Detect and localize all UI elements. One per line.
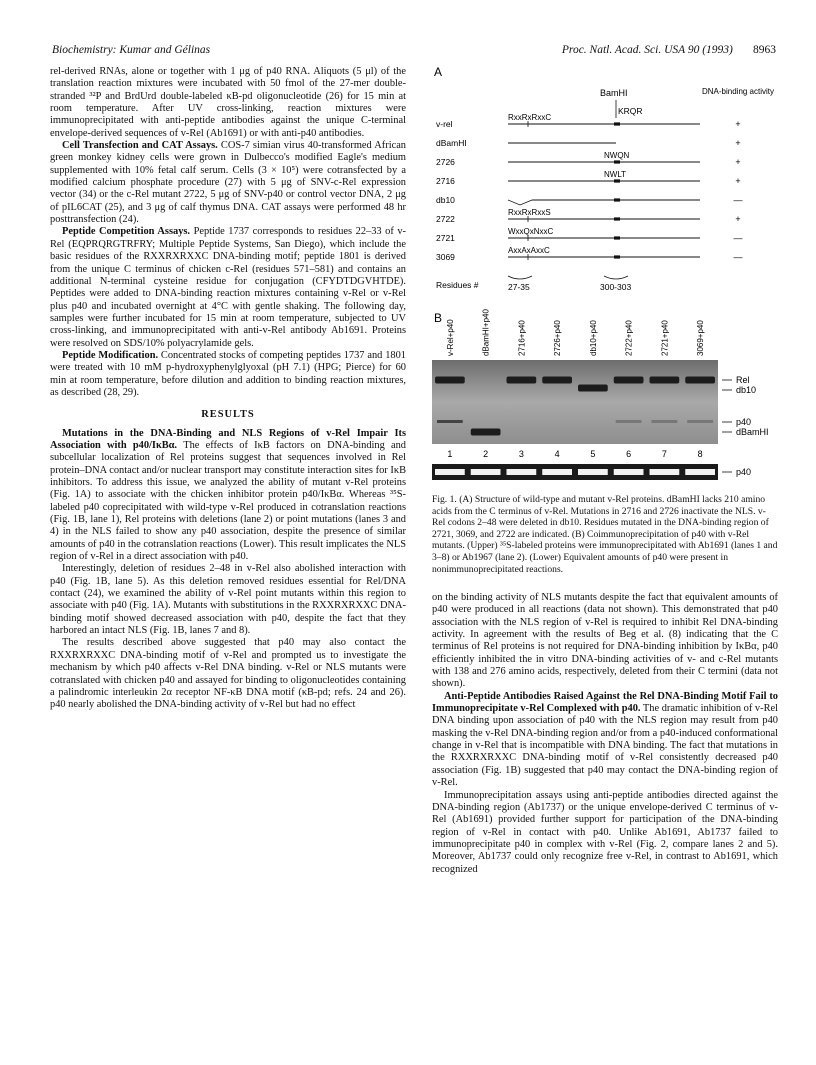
lane-label-group	[446, 309, 705, 356]
paragraph-peptide-competition	[50, 226, 406, 349]
construct-name-v-rel: v-rel	[436, 119, 453, 129]
text-anti-peptide: The dramatic inhibition of v-Rel DNA binding upon association of p40 with the NLS region may result from p40 masking the v-Rel DNA-binding region and/or from a p40-induced conformational change in v-Rel that is incompatible with DNA binding. The fact that mutations in the RXXRXRXXC DNA-binding motif of v-Rel consistently decreased p40 association (Fig. 1B) suggested that p40 may contact the DNA-binding region of v-Rel.	[432, 703, 779, 789]
lower-p40-band	[471, 469, 501, 475]
construct-nls-mutation: NWQN	[604, 151, 630, 160]
construct-name-2721: 2721	[436, 233, 455, 243]
lower-p40-band	[614, 469, 644, 475]
activity-header-line: DNA-binding activity	[702, 86, 775, 96]
lower-p40-band	[542, 469, 572, 475]
gel-band-rel	[685, 377, 715, 384]
heading-mutations: Mutations in the DNA-Binding and NLS Regions of v-Rel Impair Its Association with p40/IκBα.	[50, 427, 406, 451]
dna-bracket	[508, 276, 532, 279]
lower-p40-band	[685, 469, 715, 475]
gel-band-p40	[437, 420, 463, 423]
heading-peptide-competition: Peptide Competition Assays.	[62, 226, 191, 238]
deletion-mark	[508, 200, 532, 205]
paragraph-methods-continued: rel-derived RNAs, alone or together with 1 μg of p40 RNA. Aliquots (5 μl) of the translation reaction mixtures were incubated with 50 fmol of the 27-mer double-stranded ³²P and BrdUrd double-labeled κB-pd oligonucleotide (26) for 15 min at room temperature. After UV cross-linking, reaction mixtures were immunoprecipitated with anti-peptide antibodies against the unique C-terminal envelope-derived sequences of v-Rel (Ab1691) or with anti-p40 antibodies.	[50, 66, 406, 139]
lower-p40-band	[650, 469, 680, 475]
left-column	[50, 66, 406, 712]
dna-residues-label: 27-35	[508, 282, 530, 292]
nls-bracket	[604, 276, 628, 279]
text-cell-transfection: COS-7 simian virus 40-transformed African green monkey kidney cells were grown in Dulbecco's modified Eagle's medium supplemented with 10% fetal calf serum. Cells (3 × 10⁵) were cotransfected by a modified calcium phosphate procedure (27) with 5 μg of SNV-c-Rel expression vector (34) or the c-Rel mutant 2722, 5 μg of SNV-p40 or control vector DNA, 2 μg of pIL6CAT (25), and 3 μg of calf thymus DNA. CAT assays were performed 48 hr posttransfection (24).	[50, 140, 406, 226]
band-label-rel: Rel	[736, 375, 750, 385]
band-label-p40: p40	[736, 417, 752, 427]
gel-band-rel	[578, 385, 608, 392]
journal-citation: Proc. Natl. Acad. Sci. USA 90 (1993)	[561, 44, 733, 56]
paragraph-cell-transfection	[50, 140, 406, 226]
lane-label: db10+p40	[588, 320, 598, 356]
gel-band-rel	[650, 377, 680, 384]
figure-1-graphic	[432, 64, 778, 402]
kqr-label: KRQR	[618, 106, 643, 116]
lane-number: 5	[590, 449, 596, 459]
gel-band-p40	[652, 420, 678, 423]
paragraph-anti-peptide	[432, 691, 778, 790]
nls-marker	[614, 198, 620, 201]
residues-label: Residues #	[436, 280, 479, 290]
figure-1	[432, 64, 778, 575]
construct-motif: WxxQxNxxC	[508, 227, 554, 236]
gel-band-rel	[435, 377, 465, 384]
gel-band-p40	[687, 420, 713, 423]
construct-nls-mutation: NWLT	[604, 170, 627, 179]
dna-binding-activity: —	[733, 252, 743, 262]
heading-anti-peptide: Anti-Peptide Antibodies Raised Against the Rel DNA-Binding Motif Fail to Immunoprecipitate v-Rel Complexed with p40.	[432, 690, 778, 715]
lane-number: 4	[554, 449, 560, 459]
lane-label: 3069+p40	[696, 320, 706, 356]
band-label-db10: db10	[736, 385, 757, 395]
lane-number: 3	[518, 449, 524, 459]
construct-motif: RxxRxRxxS	[508, 208, 551, 217]
lane-number: 1	[447, 449, 453, 459]
gel-band-rel	[507, 377, 537, 384]
lane-label: 2722+p40	[624, 320, 634, 356]
panel-a-label: A	[434, 65, 443, 79]
dna-binding-activity: +	[735, 157, 741, 167]
gel-band-rel	[542, 377, 572, 384]
lower-p40-band	[435, 469, 465, 475]
gel-band-rel	[614, 377, 644, 384]
construct-list	[436, 113, 743, 262]
nls-residues-label: 300-303	[600, 282, 632, 292]
dna-binding-activity: +	[735, 119, 741, 129]
construct-motif: RxxRxRxxC	[508, 113, 552, 122]
figure-1-caption: Fig. 1. (A) Structure of wild-type and mutant v-Rel proteins. dBamHI lacks 210 amino acids from the C terminus of v-Rel. Mutations in 2716 and 2726 inactivate the NLS. v-Rel codons 2–48 were deleted in db10. Residues mutated in the DNA-binding region of 2721, 3069, and 2722 are indicated. (B) Coimmunoprecipitation of p40 with v-Rel mutants. (Upper) ³⁵S-labeled proteins were immunoprecipitated with Ab1691 (lanes 1 and 3–8) or Ab1967 (lane 2). (Lower) Equivalent amounts of p40 were present in nonimmunoprecipitated reactions.	[432, 494, 778, 575]
paragraph-results-deletion: Interestingly, deletion of residues 2–48 in v-Rel also abolished interaction with p40 (Fig. 1B, lane 5). As this deletion removed residues essential for Rel/DNA contact (24), we examined the ability of v-Rel point mutants within this region to associate with p40 (Fig. 1A). Mutants with substitutions in the RXXRXRXXC DNA-binding motif showed decreased association with p40, despite the fact that they harbored an intact NLS (Fig. 1B, lanes 7 and 8).	[50, 563, 406, 637]
running-header-journal	[562, 44, 776, 56]
gel-image	[432, 360, 778, 480]
text-peptide-competition: Peptide 1737 corresponds to residues 22–33 of v-Rel (EQPRQRGTRFRY; Multiple Peptide Systems, San Diego), which include the basic residues of the RXXRXRXXC DNA-binding motif; peptide 1801 is derived from the unique C terminus of chicken c-Rel (residues 571–581) and contains an additional N-terminal cysteine residue for conjugation (CFYDTDGVHTDE). Peptides were added to DNA-binding reaction mixtures containing v-Rel or v-Rel plus p40 and incubated overnight at 4°C with gentle shaking. The following day, samples were further incubated for 15 min at room temperature, subjected to UV cross-linking, and immunoprecipitated with anti-v-Rel antibody Ab1691. Proteins were resolved on SDS/10% polyacrylamide gels.	[50, 226, 407, 349]
text-peptide-modification: Concentrated stocks of competing peptides 1737 and 1801 were treated with 10 mM p-hydroxyphenylglyoxal (pH 7.1) (HPG; Pierce) for 60 min at room temperature, before dilution and addition to binding reaction mixtures, as described (28, 29).	[50, 349, 406, 398]
nls-marker	[614, 217, 620, 220]
lane-label: dBamHI+p40	[481, 309, 491, 356]
lower-p40-band	[578, 469, 608, 475]
lane-label: 2726+p40	[553, 320, 563, 356]
text-mutations: The effects of IκB factors on DNA-binding and subcellular localization of Rel proteins suggest that sequences involved in Rel protein–DNA contact and/or nuclear transport may constitute interaction sites for IκB inhibitors. To address this issue, we analyzed the ability of mutant v-Rel proteins (Fig. 1A) to associate with the chicken inhibitor protein p40/IκBα. Whereas ³⁵S-labeled p40 coprecipitated with wild-type v-Rel produced in cotranslation reactions (Fig. 1B, lane 1), Rel proteins with deletions (lane 2) or point mutations (lanes 3 and 4) in the NLS failed to show any p40 association, despite the presence of similar amounts of p40 in the cotranslation reactions (Lower). This result implicates the NLS region of v-Rel in a direct association with p40.	[50, 439, 406, 563]
paragraph-peptide-modification	[50, 350, 406, 399]
band-label-p40-lower: p40	[736, 467, 752, 477]
dna-binding-activity: —	[733, 195, 743, 205]
paragraph-nls-binding: on the binding activity of NLS mutants despite the fact that equivalent amounts of p40 were produced in all reactions (data not shown). This demonstrated that p40 association with the NLS region of v-Rel is required to inhibit Rel DNA-binding activity. In agreement with the results of Beg et al. (8) indicating that the C terminus of Rel proteins is not required for DNA-binding inhibition by IκBα, p40 efficiently inhibited the in vitro DNA-binding activities of v- and c-Rel mutants with 138 and 276 amino acids, respectively, deleted from their C termini (data not shown).	[432, 592, 778, 690]
nls-marker	[614, 179, 620, 182]
lane-number: 7	[661, 449, 667, 459]
lane-number: 2	[483, 449, 489, 459]
running-header-authors: Biochemistry: Kumar and Gélinas	[52, 44, 211, 56]
nls-marker	[614, 160, 620, 163]
lane-number: 6	[626, 449, 632, 459]
panel-b-label: B	[434, 311, 443, 325]
nls-marker	[614, 236, 620, 239]
construct-name-2716: 2716	[436, 176, 455, 186]
construct-name-3069: 3069	[436, 252, 455, 262]
section-heading-results: RESULTS	[201, 409, 255, 421]
page-number: 8963	[753, 44, 776, 56]
construct-name-2726: 2726	[436, 157, 455, 167]
band-label-dbamhi: dBamHI	[736, 427, 769, 437]
construct-name-db10: db10	[436, 195, 455, 205]
heading-cell-transfection: Cell Transfection and CAT Assays.	[62, 140, 218, 152]
construct-motif: AxxAxAxxC	[508, 246, 550, 255]
dna-binding-activity: +	[735, 138, 741, 148]
construct-name-dbamhi: dBamHI	[436, 138, 467, 148]
dna-binding-activity: +	[735, 214, 741, 224]
dna-binding-activity: —	[733, 233, 743, 243]
construct-name-2722: 2722	[436, 214, 455, 224]
dna-binding-activity: +	[735, 176, 741, 186]
lane-label: 2716+p40	[517, 320, 527, 356]
lane-number-group	[447, 449, 702, 459]
gel-band-p40	[616, 420, 642, 423]
right-column	[432, 592, 778, 876]
bamhi-label: BamHI	[600, 88, 628, 98]
heading-peptide-modification: Peptide Modification.	[62, 349, 159, 361]
gel-band-rel	[471, 429, 501, 436]
lane-number: 8	[697, 449, 703, 459]
nls-marker	[614, 122, 620, 125]
paragraph-results-mutations	[50, 428, 406, 564]
paragraph-results-mechanism: The results described above suggested that p40 may also contact the RXXRXRXXC DNA-binding motif of v-Rel and prompted us to investigate the mechanism by which p40 affects v-Rel DNA binding. v-Rel or NLS mutants were cotranslated with chicken p40 and assayed for binding to oligonucleotides containing a palindromic interleukin 2α receptor NF-κB DNA motif (κB-pd; refs. 24 and 26). p40 nearly abolished the DNA-binding activity of v-Rel but had no effect	[50, 637, 406, 711]
lane-label: 2721+p40	[660, 320, 670, 356]
paragraph-immunoprecipitation: Immunoprecipitation assays using anti-peptide antibodies directed against the DNA-binding region (Ab1737) or the unique envelope-derived C terminus of v-Rel (Ab1691) provided further support for participation of the DNA-binding region of v-Rel in contact with p40. Unlike Ab1691, Ab1737 failed to immunoprecipitate p40 in complex with v-Rel (Fig. 2, compare lanes 2 and 5). Moreover, Ab1737 could only recognize free v-Rel, in contrast to Ab1691, which recognized	[432, 789, 778, 875]
lane-label: v-Rel+p40	[445, 319, 455, 356]
nls-marker	[614, 255, 620, 258]
lower-p40-band	[507, 469, 537, 475]
